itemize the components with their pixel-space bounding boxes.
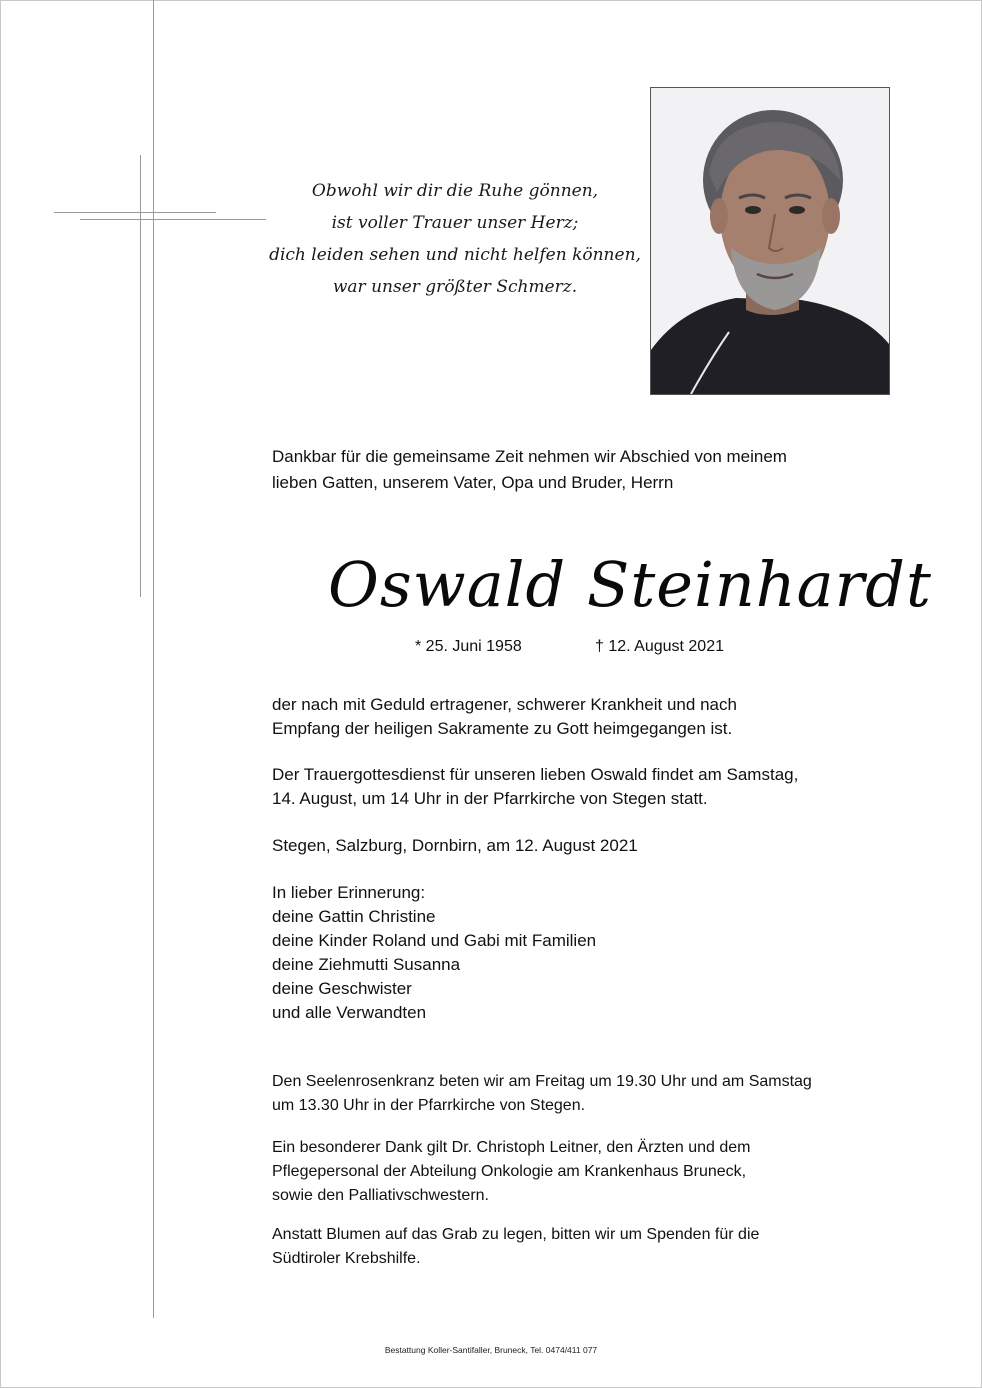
poem-line: war unser größter Schmerz. (332, 277, 578, 297)
donation-paragraph (272, 1223, 912, 1271)
portrait-illustration (651, 88, 889, 394)
paragraph-line: der nach mit Geduld ertragener, schwerer Krankheit und nach (272, 695, 737, 714)
paragraph-line: Südtiroler Krebshilfe. (272, 1250, 421, 1267)
illness-paragraph (272, 693, 912, 741)
paragraph-line: Ein besonderer Dank gilt Dr. Christoph Leitner, den Ärzten und dem (272, 1139, 751, 1156)
paragraph-line: Der Trauergottesdienst für unseren lieben Oswald findet am Samstag, (272, 765, 799, 784)
thanks-paragraph (272, 1136, 912, 1208)
poem-line: Obwohl wir dir die Ruhe gönnen, (311, 181, 599, 201)
list-item: deine Kinder Roland und Gabi mit Familien (272, 931, 597, 950)
poem-line: dich leiden sehen und nicht helfen können, (269, 245, 641, 265)
funeral-home-footer: Bestattung Koller-Santifaller, Bruneck, Tel. 0474/411 077 (384, 1345, 598, 1355)
list-item: deine Geschwister (272, 979, 412, 998)
intro-line: lieben Gatten, unserem Vater, Opa und Bruder, Herrn (272, 473, 674, 492)
paragraph-line: Pflegepersonal der Abteilung Onkologie am Krankenhaus Bruneck, (272, 1163, 747, 1180)
list-item: deine Gattin Christine (272, 907, 436, 926)
death-date: † 12. August 2021 (595, 638, 724, 655)
deceased-name: Oswald Steinhardt (328, 548, 932, 621)
rosary-paragraph (272, 1070, 912, 1118)
paragraph-line: Den Seelenrosenkranz beten wir am Freitag um 19.30 Uhr und am Samstag (272, 1073, 812, 1090)
poem (250, 175, 660, 303)
intro-line: Dankbar für die gemeinsame Zeit nehmen wir Abschied von meinem (272, 447, 787, 466)
list-item: und alle Verwandten (272, 1003, 427, 1022)
poem-line: ist voller Trauer unser Herz; (331, 213, 579, 233)
list-item: In lieber Erinnerung: (272, 883, 426, 902)
paragraph-line: Anstatt Blumen auf das Grab zu legen, bitten wir um Spenden für die (272, 1226, 760, 1243)
remembrance-list (272, 881, 912, 1025)
paragraph-line: Empfang der heiligen Sakramente zu Gott heimgegangen ist. (272, 719, 733, 738)
portrait-photo (650, 87, 890, 395)
paragraph-line: um 13.30 Uhr in der Pfarrkirche von Stegen. (272, 1097, 586, 1114)
place-date (272, 834, 912, 858)
paragraph-line: sowie den Palliativschwestern. (272, 1187, 489, 1204)
birth-date: * 25. Juni 1958 (415, 638, 522, 655)
service-paragraph (272, 763, 912, 811)
paragraph-line: 14. August, um 14 Uhr in der Pfarrkirche von Stegen statt. (272, 789, 708, 808)
list-item: deine Ziehmutti Susanna (272, 955, 461, 974)
paragraph-line: Stegen, Salzburg, Dornbirn, am 12. August 2021 (272, 836, 638, 855)
intro-text (272, 444, 912, 496)
